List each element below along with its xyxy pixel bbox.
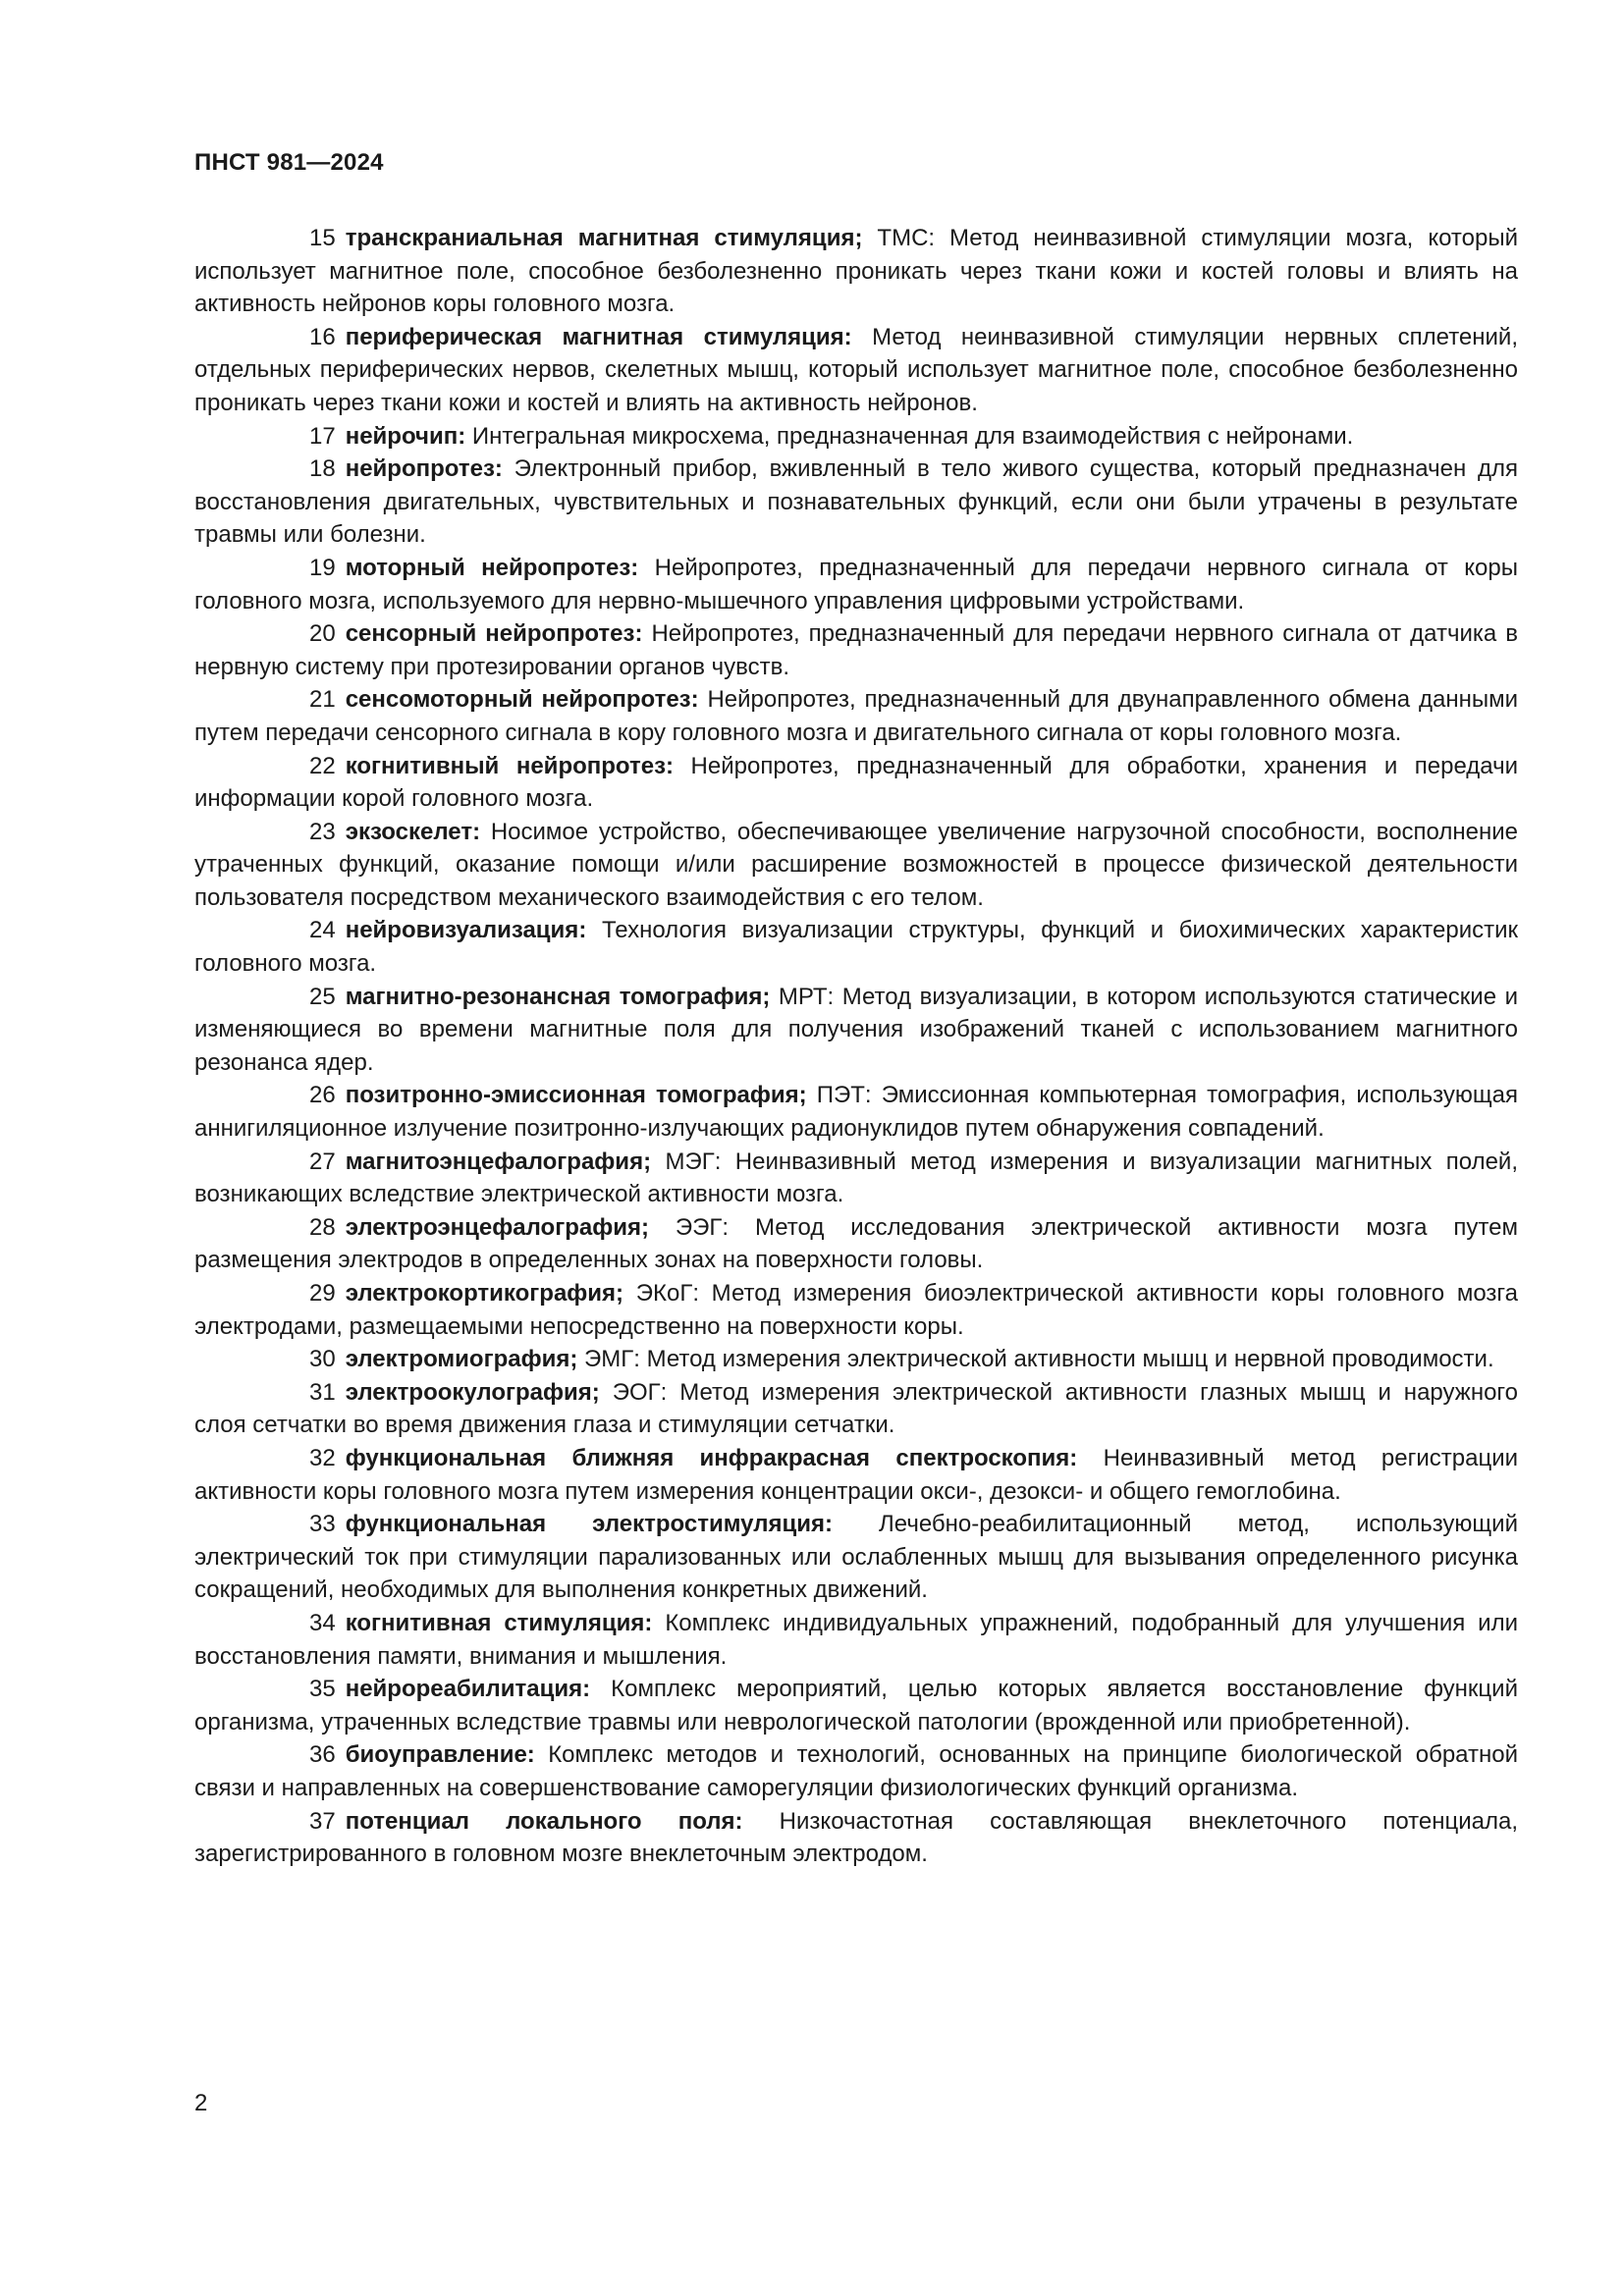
term-entry-23: [194, 816, 1518, 915]
entry-number: 36: [309, 1741, 336, 1769]
entry-number: 21: [309, 686, 336, 714]
document-header: ПНСТ 981—2024: [194, 149, 384, 176]
term-entry-19: [194, 552, 1518, 617]
entry-definition: Комплекс методов и технологий, основанных на принципе биологической обратной связи и направленных на совершенствование саморегуляции физиологических функций организма.: [194, 1741, 1518, 1801]
terms-list: [194, 222, 1518, 1871]
term-entry-22: [194, 750, 1518, 816]
entry-number: 17: [309, 422, 336, 450]
term-entry-17: [194, 420, 1518, 454]
entry-number: 27: [309, 1148, 336, 1175]
entry-number: 18: [309, 455, 336, 483]
term-entry-15: [194, 222, 1518, 321]
entry-definition: Электронный прибор, вживленный в тело живого существа, который предназначен для восстановления двигательных, чувствительных и познавательных функций, если они были утрачены в результате травмы или болезни.: [194, 455, 1518, 549]
entry-term: транскраниальная магнитная стимуляция;: [345, 225, 863, 251]
entry-definition: ЭЭГ: Метод исследования электрической активности мозга путем размещения электродов в определенных зонах на поверхности головы.: [194, 1213, 1518, 1274]
entry-definition: Комплекс мероприятий, целью которых является восстановление функций организма, утраченных вследствие травмы или неврологической патологии (врожденной или приобретенной).: [194, 1676, 1518, 1735]
term-entry-28: [194, 1211, 1518, 1277]
entry-definition: МЭГ: Неинвазивный метод измерения и визуализации магнитных полей, возникающих вследствие электрической активности мозга.: [194, 1148, 1518, 1208]
term-entry-24: [194, 914, 1518, 980]
entry-definition: ЭМГ: Метод измерения электрической активности мышц и нервной проводимости.: [577, 1346, 1494, 1373]
entry-number: 19: [309, 554, 336, 581]
entry-term: нейропротез:: [345, 455, 503, 483]
entry-number: 32: [309, 1444, 336, 1471]
term-entry-33: [194, 1508, 1518, 1607]
entry-term: электромиография;: [345, 1346, 578, 1373]
entry-definition: Комплекс индивидуальных упражнений, подобранный для улучшения или восстановления памяти, внимания и мышления.: [194, 1609, 1518, 1670]
entry-term: магнитно-резонансная томография;: [345, 983, 771, 1010]
entry-term: сенсорный нейропротез:: [345, 620, 643, 648]
entry-term: периферическая магнитная стимуляция:: [345, 323, 852, 350]
entry-term: потенциал локального поля:: [345, 1807, 743, 1835]
entry-term: когнитивная стимуляция:: [345, 1609, 653, 1636]
term-entry-31: [194, 1376, 1518, 1442]
entry-term: функциональная ближняя инфракрасная спектроскопия:: [345, 1444, 1078, 1471]
term-entry-18: [194, 453, 1518, 552]
entry-term: функциональная электростимуляция:: [345, 1511, 833, 1538]
term-entry-25: [194, 981, 1518, 1080]
term-entry-21: [194, 683, 1518, 749]
entry-number: 16: [309, 323, 336, 350]
entry-number: 20: [309, 620, 336, 648]
entry-term: магнитоэнцефалография;: [345, 1148, 652, 1175]
entry-definition: Нейропротез, предназначенный для передачи нервного сигнала от датчика в нервную систему при протезировании органов чувств.: [194, 620, 1519, 680]
entry-term: когнитивный нейропротез:: [345, 752, 675, 779]
term-entry-30: [194, 1343, 1518, 1376]
entry-term: электроокулография;: [345, 1378, 600, 1406]
entry-number: 31: [309, 1378, 336, 1406]
term-entry-37: [194, 1805, 1518, 1871]
entry-number: 15: [309, 225, 336, 251]
entry-definition: Носимое устройство, обеспечивающее увеличение нагрузочной способности, восполнение утраченных функций, оказание помощи и/или расширение возможностей в процессе физической деятельности пользователя посредством механического взаимодействия с его телом.: [194, 818, 1518, 911]
entry-number: 30: [309, 1346, 336, 1373]
term-entry-27: [194, 1146, 1518, 1211]
entry-number: 26: [309, 1082, 336, 1109]
entry-term: нейрочип:: [345, 422, 466, 450]
entry-term: моторный нейропротез:: [345, 554, 639, 581]
entry-definition: Нейропротез, предназначенный для двунаправленного обмена данными путем передачи сенсорного сигнала в кору головного мозга и двигательного сигнала от коры головного мозга.: [194, 686, 1519, 746]
entry-number: 24: [309, 917, 336, 944]
term-entry-36: [194, 1738, 1518, 1804]
entry-definition: Низкочастотная составляющая внеклеточного потенциала, зарегистрированного в головном мозге внеклеточным электродом.: [194, 1807, 1519, 1868]
entry-definition: ЭОГ: Метод измерения электрической активности глазных мышц и наружного слоя сетчатки во время движения глаза и стимуляции сетчатки.: [194, 1378, 1518, 1439]
term-entry-20: [194, 617, 1518, 683]
term-entry-29: [194, 1277, 1518, 1343]
entry-definition: ЭКоГ: Метод измерения биоэлектрической активности коры головного мозга электродами, размещаемыми непосредственно на поверхности коры.: [194, 1280, 1518, 1340]
term-entry-35: [194, 1673, 1518, 1738]
entry-term: позитронно-эмиссионная томография;: [345, 1082, 807, 1109]
entry-number: 29: [309, 1280, 336, 1307]
entry-term: электроэнцефалография;: [345, 1213, 649, 1241]
entry-term: биоуправление:: [345, 1741, 535, 1769]
entry-definition: ПЭТ: Эмиссионная компьютерная томография, использующая аннигиляционное излучение позитронно-излучающих радионуклидов путем обнаружения совпадений.: [194, 1082, 1518, 1143]
entry-definition: Неинвазивный метод регистрации активности коры головного мозга путем измерения концентрации окси-, дезокси- и общего гемоглобина.: [194, 1444, 1519, 1505]
entry-number: 34: [309, 1609, 336, 1636]
entry-definition: МРТ: Метод визуализации, в котором используются статические и изменяющиеся во времени магнитные поля для получения изображений тканей с использованием магнитного резонанса ядер.: [194, 983, 1518, 1076]
entry-definition: Нейропротез, предназначенный для передачи нервного сигнала от коры головного мозга, используемого для нервно-мышечного управления цифровыми устройствами.: [194, 554, 1518, 614]
entry-term: электрокортикография;: [345, 1280, 624, 1307]
entry-term: нейрореабилитация:: [345, 1676, 591, 1703]
entry-term: экзоскелет:: [345, 818, 481, 845]
entry-definition: Лечебно-реабилитационный метод, использующий электрический ток при стимуляции парализованных или ослабленных мышц для вызывания определенного рисунка сокращений, необходимых для выполнения конкретных движений.: [194, 1511, 1518, 1604]
entry-number: 23: [309, 818, 336, 845]
entry-number: 28: [309, 1213, 336, 1241]
entry-definition: Метод неинвазивной стимуляции нервных сплетений, отдельных периферических нервов, скелетных мышц, который использует магнитное поле, способное безболезненно проникать через ткани кожи и костей и влиять на активность нейронов.: [194, 323, 1518, 416]
entry-term: сенсомоторный нейропротез:: [345, 686, 699, 714]
page-number: 2: [194, 2090, 208, 2116]
entry-number: 33: [309, 1511, 336, 1538]
entry-term: нейровизуализация:: [345, 917, 587, 944]
entry-definition: Интегральная микросхема, предназначенная для взаимодействия с нейронами.: [465, 422, 1354, 450]
entry-definition: ТМС: Метод неинвазивной стимуляции мозга, который использует магнитное поле, способное безболезненно проникать через ткани кожи и костей головы и влиять на активность нейронов коры головного мозга.: [194, 225, 1518, 318]
term-entry-32: [194, 1442, 1518, 1508]
entry-number: 22: [309, 752, 336, 779]
entry-number: 37: [309, 1807, 336, 1835]
entry-definition: Технология визуализации структуры, функций и биохимических характеристик головного мозга.: [194, 917, 1518, 978]
entry-definition: Нейропротез, предназначенный для обработки, хранения и передачи информации корой головного мозга.: [194, 752, 1519, 813]
term-entry-16: [194, 321, 1518, 420]
entry-number: 25: [309, 983, 336, 1010]
entry-number: 35: [309, 1676, 336, 1703]
term-entry-26: [194, 1079, 1518, 1145]
term-entry-34: [194, 1607, 1518, 1673]
